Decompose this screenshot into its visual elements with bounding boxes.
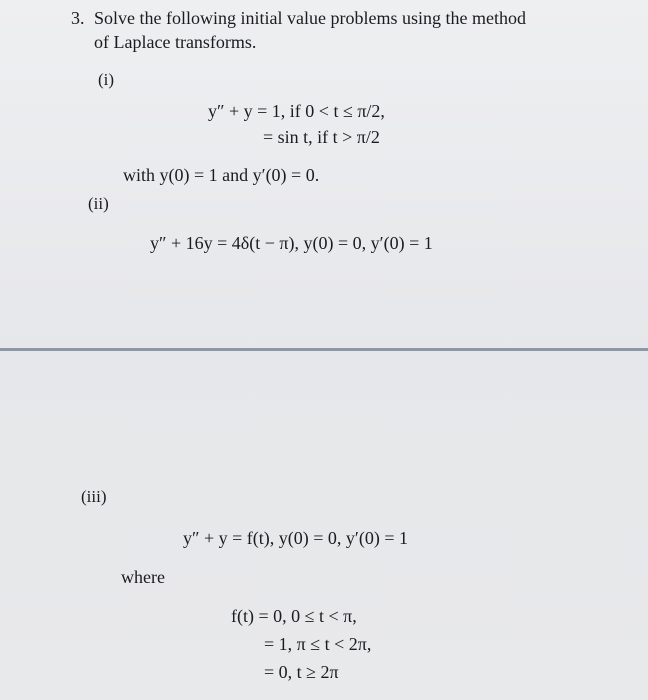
where-label: where [121,567,165,587]
problem-intro-line-1: Solve the following initial value problems using the method [94,8,526,28]
part-iii-label: (iii) [81,487,107,506]
part-iii-equation: y″ + y = f(t), y(0) = 0, y′(0) = 1 [183,528,408,548]
part-i-equation-line-1: y″ + y = 1, if 0 < t ≤ π/2, [208,101,385,121]
part-i-label: (i) [98,70,115,89]
f-definition-line-1: f(t) = 0, 0 ≤ t < π, [231,606,357,626]
part-i-initial-conditions: with y(0) = 1 and y′(0) = 0. [123,165,320,185]
part-i-equation-line-2: = sin t, if t > π/2 [263,127,380,147]
problem-intro-line-2: of Laplace transforms. [94,32,257,52]
f-definition-line-2: = 1, π ≤ t < 2π, [264,634,372,654]
problem-number: 3. [71,8,85,28]
section-divider [0,348,648,351]
part-ii-label: (ii) [88,194,109,213]
part-ii-equation: y″ + 16y = 4δ(t − π), y(0) = 0, y′(0) = 1 [150,233,433,253]
f-definition-line-3: = 0, t ≥ 2π [264,662,339,682]
